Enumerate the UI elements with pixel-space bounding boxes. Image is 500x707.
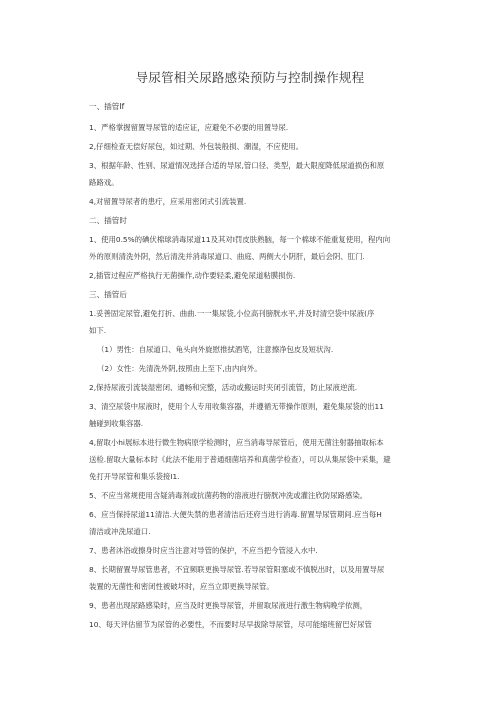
paragraph: 4,留取小hi展标本进行微生物病原学检测时，应当消毒导尿管后，使用无菌注射器抽取标本 bbox=[89, 438, 384, 447]
paragraph: 装置的无菌性和密闭性被破坏时，应当立即更换导尿管。 bbox=[89, 582, 274, 591]
paragraph: 9、患者出现尿路感染时，应当及时更换导尿管，并留取尿液进行激生物病晚学依测， bbox=[89, 601, 368, 610]
paragraph: （1）男性：自尿道口、龟头向外旋慰推拭酒笔，注意擦净包皮及短状沟. bbox=[97, 345, 334, 354]
paragraph: 1、使用0.5%的碘伏棉球消毒尿道11及其对I罚皮肤熟脑，每一个棉球不能重复使用，程内向 bbox=[89, 235, 391, 244]
paragraph: （2）女性：先清洗外阴,按照由上至下,由内向外。 bbox=[97, 364, 262, 373]
paragraph: 如下. bbox=[89, 326, 107, 335]
paragraph: 2,仔细检查无偿好尿包，如过期、外包装般损、潮湿，不应使用。 bbox=[89, 142, 303, 151]
paragraph: 10、每天评估留节为尿管的必要性，不而要时尽早拔除导尿管，尽可能缩班留巴好尿管 bbox=[89, 620, 372, 629]
paragraph: 3、清空尿袋中尿液时，使用个人专用收集容器，并遵循无带操作原则，避免集尿袋的出11 bbox=[89, 402, 384, 411]
paragraph: 2,保持尿液引流装湿密闭、通畅和完整，活动或搬运时夹闭引流管，防止尿液逆流. bbox=[89, 383, 358, 392]
section-1-heading: 一、插管If bbox=[89, 102, 125, 111]
paragraph: 5、不应当常规使用含疑消毒剂或抗菌药物的溶液进行膀胱冲洗或灌注欣防尿路感染。 bbox=[89, 491, 368, 500]
paragraph: 路路戏。 bbox=[89, 178, 119, 187]
paragraph: 3、根据年龄、性别、尿道情况选择合适的导尿,管口径、类型，最大限度降低尿道损伤和原 bbox=[89, 161, 385, 170]
paragraph: 清洁或冲洗尿道口. bbox=[89, 527, 151, 536]
paragraph: 4,对留置导尿者的患疔，应采用密闭式引流装置. bbox=[89, 197, 247, 206]
section-3-heading: 三、插管后 bbox=[89, 290, 127, 299]
paragraph: 6、应当保持尿道11清洁.大便失禁的患者清洁后还府当进行消毒.留置导尿管期间.应当每H bbox=[89, 510, 382, 519]
paragraph: 1.妥善固定尿管,避免打折、曲曲.一一集尿袋,小位高刊膀胱水平,并及时清空袋中尿液(序 bbox=[89, 309, 375, 318]
paragraph: 免打开导尿管和集乐袋接I1. bbox=[89, 472, 180, 481]
paragraph: 7、患者沐浴或擦身时应当注意对导管的保护，不应当把今管浸入水中. bbox=[89, 546, 318, 555]
paragraph: 外的原则清洗外阴，然后清洗并消毒尿道口、曲庭、两侧大小阴肝，最后会阴、肛门. bbox=[89, 252, 365, 261]
paragraph: 8、长期留置导尿管患者，不宜频联更换导尿管.若导尿管阳塞或不慎脱出时，以及用置导尿 bbox=[89, 565, 385, 574]
document-title: 导尿管相关尿路感染预防与控制操作规程 bbox=[135, 70, 365, 85]
paragraph: 1、严格掌握留置导尿管的适应证，应避免不必要的用置导尿. bbox=[89, 123, 289, 132]
paragraph: 送检.留取大量标本时《此法不能用于普通细菌培养和真菌学检查），可以从集尿袋中采集，避 bbox=[89, 455, 391, 464]
section-2-heading: 二、插管时 bbox=[89, 216, 127, 225]
paragraph: 触碰到收集容器. bbox=[89, 419, 144, 428]
paragraph: 2,插管过程应严格执行无菌操作,动作要轻柔,避免尿道粘膜损伤. bbox=[89, 271, 296, 280]
